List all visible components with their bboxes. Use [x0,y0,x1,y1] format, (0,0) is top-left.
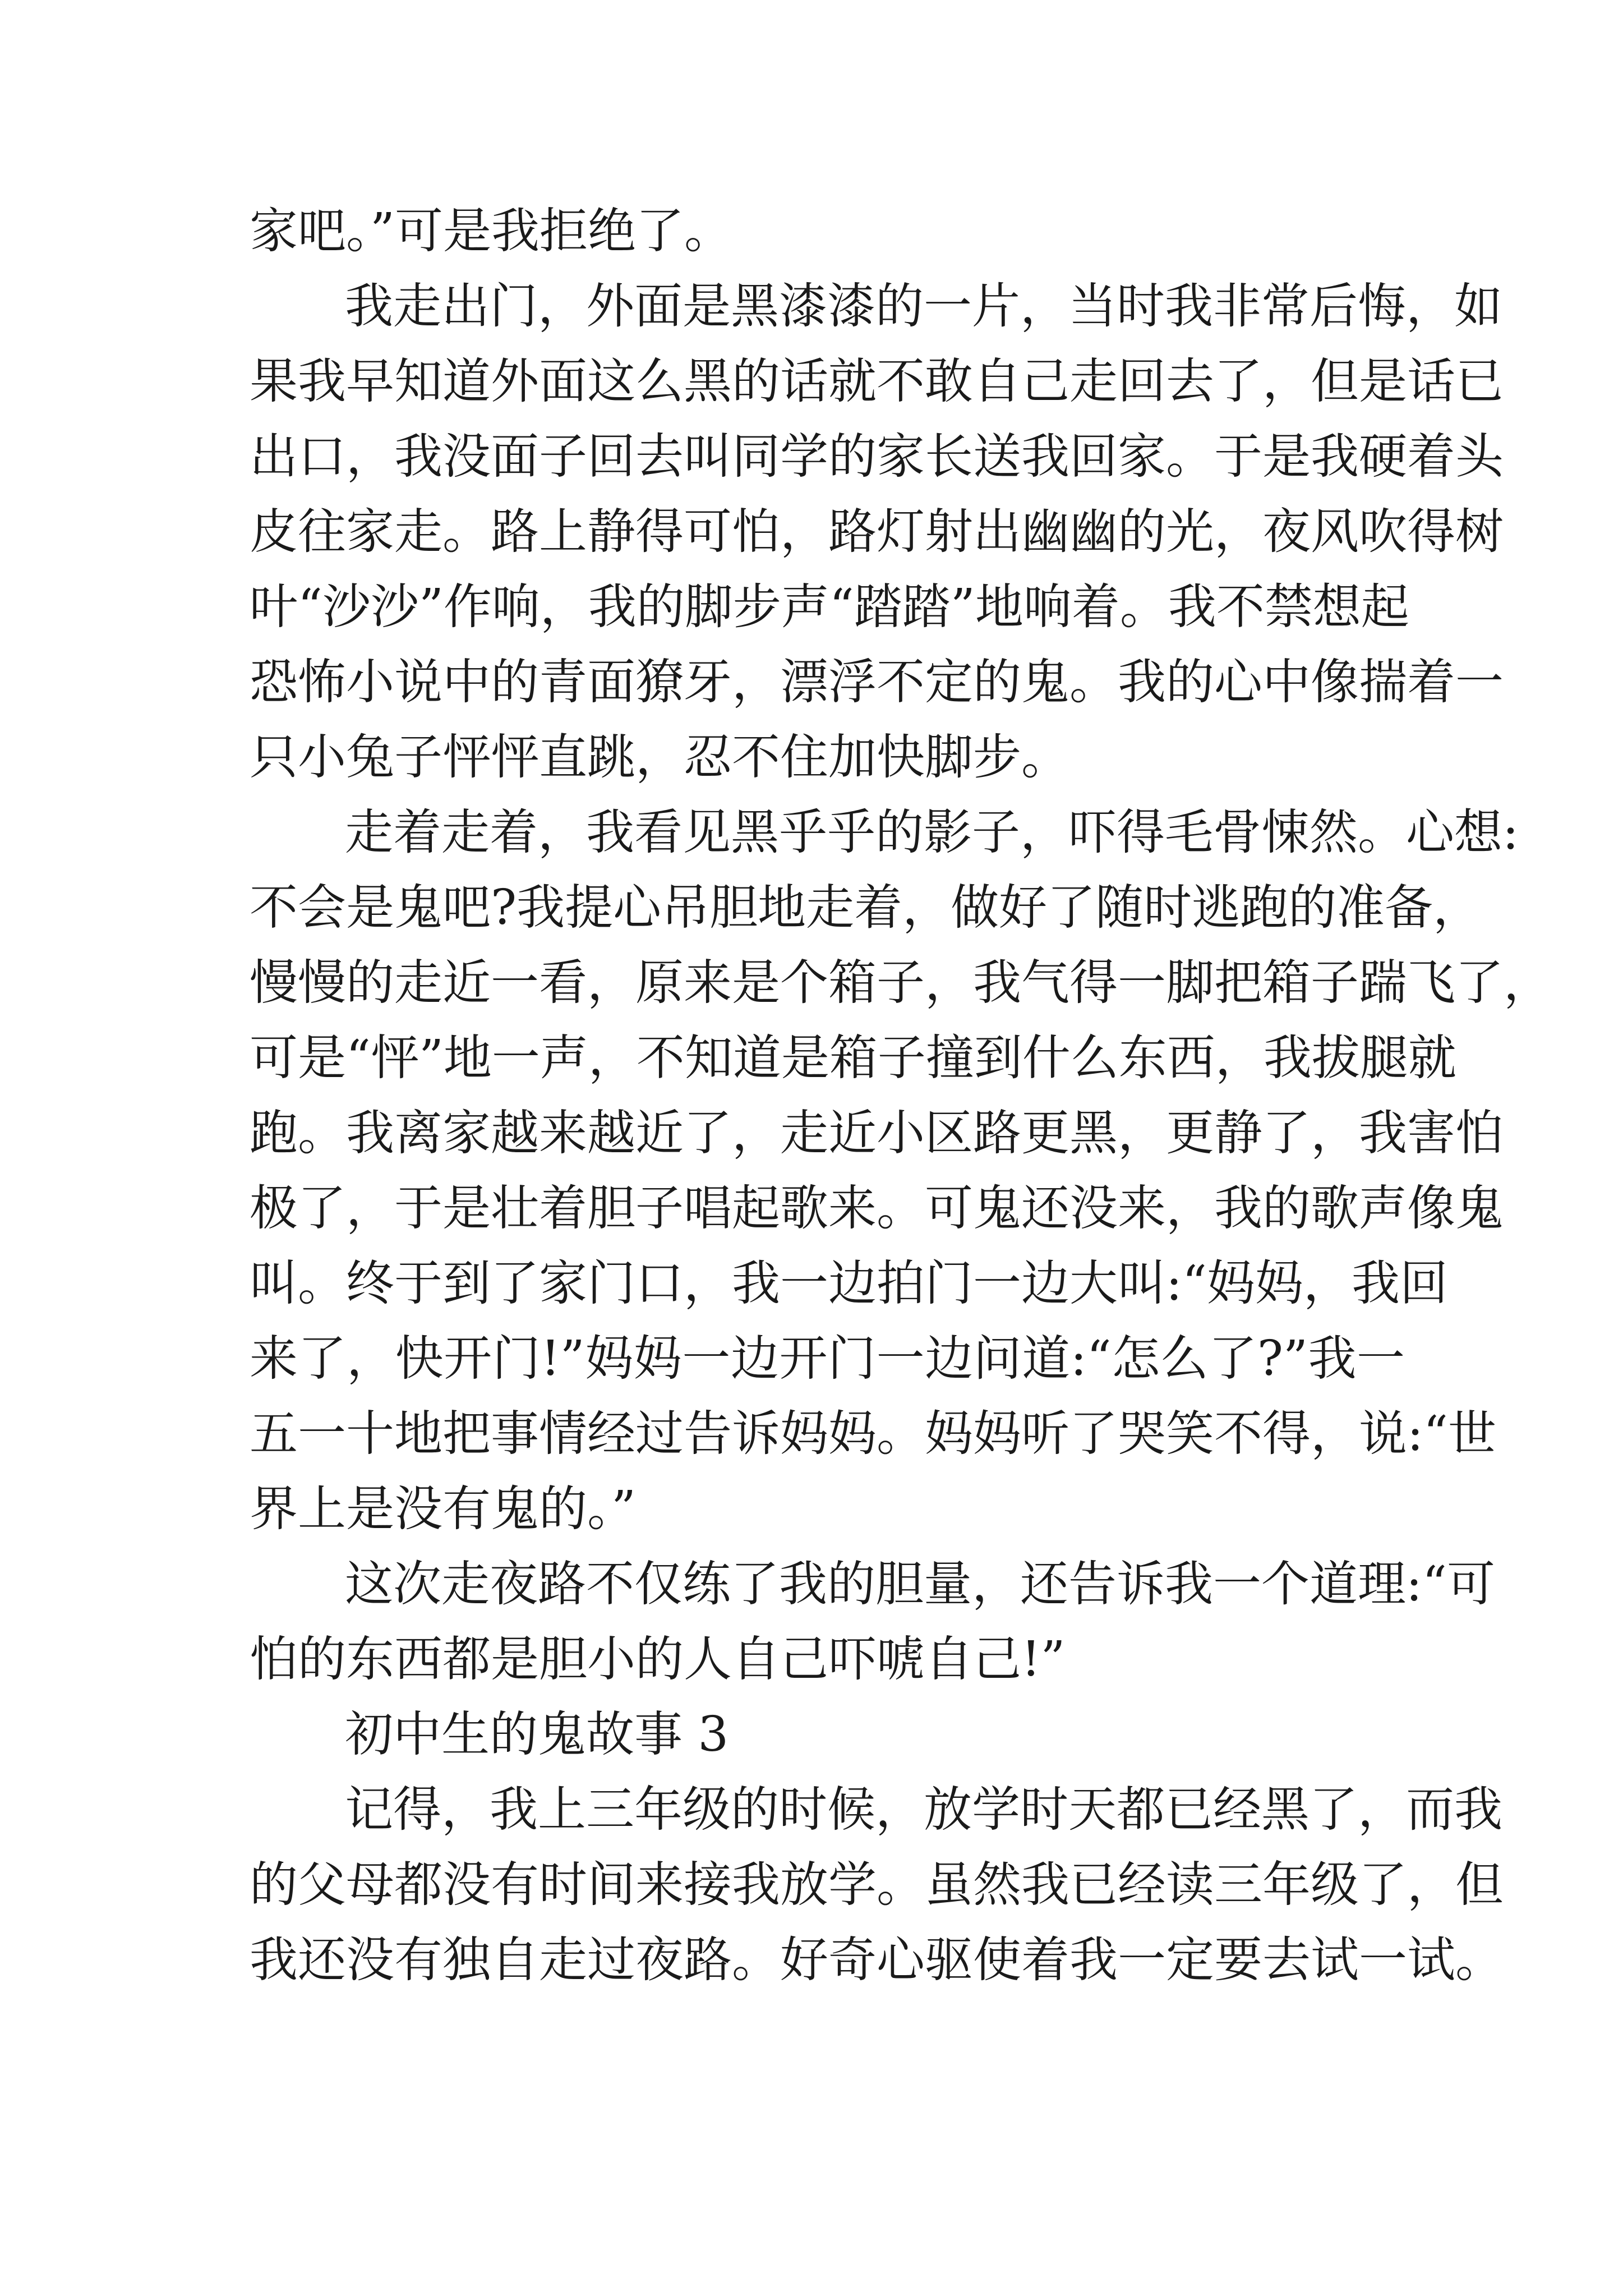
section-heading: 初中生的鬼故事 3 [345,1706,729,1763]
text-line: 五一十地把事情经过告诉妈妈。妈妈听了哭笑不得，说:“世 [250,1406,1496,1462]
text-line: 这次走夜路不仅练了我的胆量，还告诉我一个道理:“可 [345,1556,1495,1612]
text-line: 我还没有独自走过夜路。好奇心驱使着我一定要去试一试。 [250,1932,1504,1988]
text-line: 只小兔子怦怦直跳，忍不住加快脚步。 [250,729,1069,785]
text-line: 来了，快开门!”妈妈一边开门一边问道:“怎么了?”我一 [250,1331,1405,1387]
text-line: 叶“沙沙”作响，我的脚步声“踏踏”地响着。我不禁想起 [250,579,1409,635]
text-line: 皮往家走。路上静得可怕，路灯射出幽幽的光，夜风吹得树 [250,504,1504,560]
text-line: 跑。我离家越来越近了，走近小区路更黑，更静了，我害怕 [250,1105,1504,1161]
text-line: 叫。终于到了家门口，我一边拍门一边大叫:“妈妈，我回 [250,1255,1448,1312]
text-line: 极了，于是壮着胆子唱起歌来。可鬼还没来，我的歌声像鬼 [250,1180,1504,1236]
text-line: 走着走着，我看见黑乎乎的影子，吓得毛骨悚然。心想: [345,804,1519,861]
text-line: 出口，我没面子回去叫同学的家长送我回家。于是我硬着头 [250,429,1504,485]
text-line: 果我早知道外面这么黑的话就不敢自己走回去了，但是话已 [250,353,1504,409]
text-line: 不会是鬼吧?我提心吊胆地走着，做好了随时逃跑的准备， [250,880,1482,936]
text-line: 我走出门，外面是黑漆漆的一片，当时我非常后悔，如 [345,278,1502,334]
text-line: 怕的东西都是胆小的人自己吓唬自己!” [250,1631,1066,1687]
text-line: 家吧。”可是我拒绝了。 [250,203,732,259]
text-line: 可是“怦”地一声，不知道是箱子撞到什么东西，我拔腿就 [250,1030,1456,1086]
text-line: 记得，我上三年级的时候，放学时天都已经黑了，而我 [345,1782,1502,1838]
text-line: 恐怖小说中的青面獠牙，漂浮不定的鬼。我的心中像揣着一 [250,654,1504,710]
text-line: 的父母都没有时间来接我放学。虽然我已经读三年级了，但 [250,1857,1504,1913]
text-line: 慢慢的走近一看，原来是个箱子，我气得一脚把箱子踹飞了， [250,955,1552,1011]
text-line: 界上是没有鬼的。” [250,1481,636,1537]
